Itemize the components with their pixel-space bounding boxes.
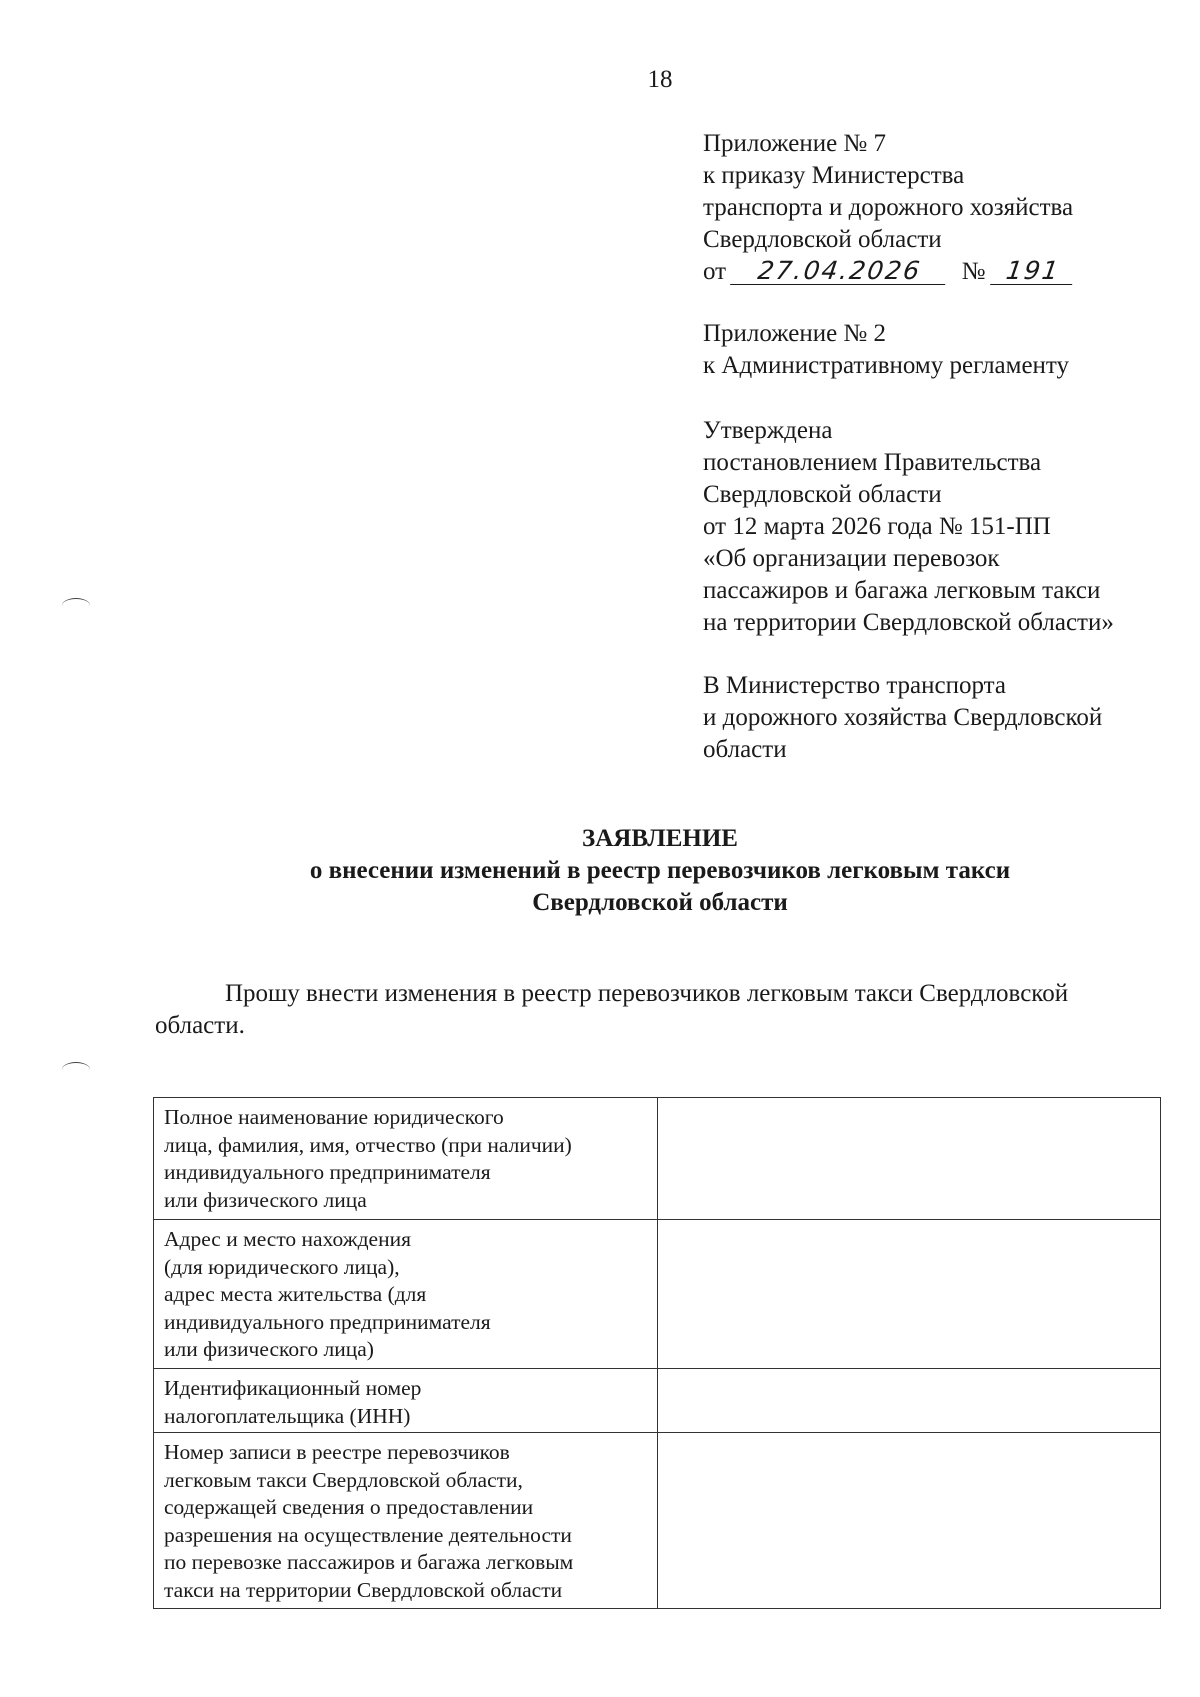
appendix-2-block — [703, 318, 1163, 382]
word: хозяйства — [969, 194, 1074, 221]
label-line: или физического лица — [164, 1187, 367, 1212]
handwritten-number: 191 — [990, 258, 1076, 285]
label-line: Адрес и место нахождения — [164, 1227, 411, 1251]
row-label-cell — [154, 1433, 658, 1609]
application-form-table — [153, 1097, 1161, 1609]
title-line-2: о внесении изменений в реестр перевозчиков легковым такси — [309, 857, 1011, 884]
approved-line: Утверждена — [703, 417, 833, 444]
label-line: или физического лица) — [164, 1337, 374, 1361]
appendix-7-line-2: к приказу Министерства — [703, 162, 965, 189]
appendix-7-line-4: Свердловской области — [703, 226, 942, 253]
row-label-cell — [154, 1369, 658, 1433]
handwritten-date: 27.04.2026 — [730, 258, 949, 285]
label-line: индивидуального предпринимателя — [164, 1160, 491, 1184]
word: транспорта — [703, 194, 823, 221]
page-number: 18 — [647, 66, 673, 93]
label-line: адрес места жительства (для — [164, 1282, 427, 1306]
addressee-block — [703, 670, 1163, 766]
title-line-3: Свердловской области — [532, 889, 788, 916]
row-label-cell — [154, 1220, 658, 1369]
approved-line: от 12 марта 2026 года № 151-ПП — [703, 513, 1051, 540]
label-line: содержащей сведения о предоставлении — [164, 1495, 534, 1519]
label-line: такси на территории Свердловской области — [164, 1577, 563, 1602]
title-line-1: ЗАЯВЛЕНИЕ — [582, 825, 738, 852]
label-line: лица, фамилия, имя, отчество (при наличии) — [164, 1132, 572, 1157]
date-prefix: от — [703, 258, 727, 285]
appendix-7-date-line — [703, 256, 1163, 288]
row-value-cell[interactable] — [658, 1433, 1161, 1609]
intro-line-1: Прошу внести изменения в реестр перевозчиков легковым такси Свердловской — [225, 980, 1069, 1007]
label-line: разрешения на осуществление деятельности — [164, 1522, 572, 1547]
number-prefix: № — [961, 258, 986, 285]
label-line: (для юридического лица), — [164, 1254, 400, 1279]
approved-line: «Об организации перевозок — [703, 545, 1000, 572]
word: и — [828, 194, 843, 221]
punch-mark-icon — [62, 598, 90, 613]
addressee-line: области — [703, 736, 787, 763]
label-line: налогоплательщика (ИНН) — [164, 1403, 411, 1428]
table-row — [154, 1220, 1161, 1369]
document-title — [140, 823, 1180, 919]
addressee-line: В Министерство транспорта — [703, 672, 1006, 699]
table-row — [154, 1369, 1161, 1433]
appendix-2-title: Приложение № 2 — [703, 320, 887, 347]
punch-mark-icon — [62, 1062, 90, 1077]
label-line: Идентификационный номер — [164, 1376, 422, 1400]
table-row — [154, 1098, 1161, 1220]
appendix-7-block — [703, 128, 1163, 288]
approved-line: пассажиров и багажа легковым такси — [703, 577, 1101, 604]
word: дорожного — [848, 194, 964, 221]
approved-line: постановлением Правительства — [703, 449, 1042, 476]
row-label-cell — [154, 1098, 658, 1220]
label-line: индивидуального предпринимателя — [164, 1309, 491, 1334]
appendix-2-line-2: к Административному регламенту — [703, 352, 1070, 379]
label-line: по перевозке пассажиров и багажа легковым — [164, 1550, 574, 1574]
appendix-7-title: Приложение № 7 — [703, 130, 887, 157]
approved-block — [703, 415, 1163, 639]
label-line: Полное наименование юридического — [164, 1105, 504, 1129]
approved-line: на территории Свердловской области» — [703, 609, 1114, 636]
row-value-cell[interactable] — [658, 1369, 1161, 1433]
label-line: легковым такси Свердловской области, — [164, 1467, 523, 1492]
intro-line-2: области. — [155, 1012, 245, 1039]
label-line: Номер записи в реестре перевозчиков — [164, 1440, 510, 1464]
intro-paragraph — [155, 978, 1170, 1042]
table-row — [154, 1433, 1161, 1609]
addressee-line: и дорожного хозяйства Свердловской — [703, 704, 1103, 731]
appendix-7-line-3 — [703, 192, 1163, 224]
row-value-cell[interactable] — [658, 1098, 1161, 1220]
row-value-cell[interactable] — [658, 1220, 1161, 1369]
approved-line: Свердловской области — [703, 481, 942, 508]
